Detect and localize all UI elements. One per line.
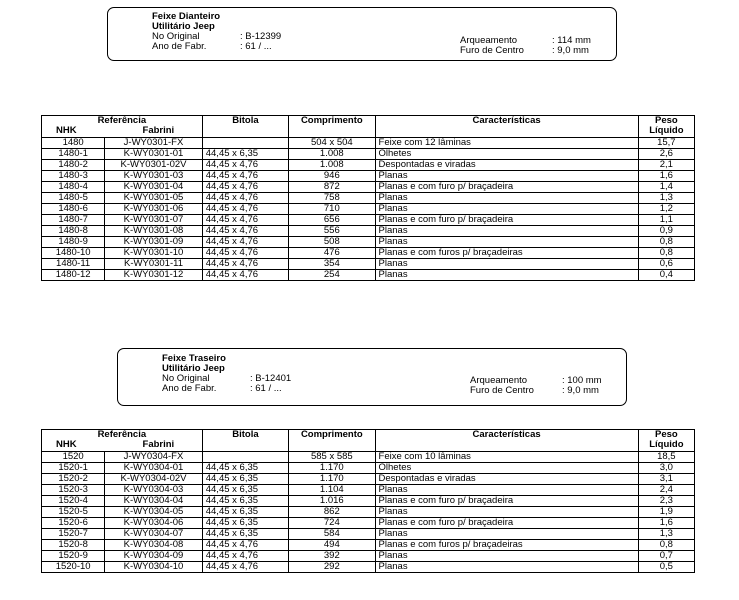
fabrini-cell: K-WY0304-04 (105, 496, 202, 507)
nhk-cell: 1480-8 (42, 226, 105, 237)
caracteristicas-cell: Planas (375, 226, 638, 237)
comprimento-cell: 494 (289, 540, 375, 551)
bitola-cell: 44,45 x 4,76 (202, 551, 288, 562)
comprimento-cell: 292 (289, 562, 375, 573)
table-row (42, 551, 695, 562)
peso-header (638, 430, 694, 452)
table-row (42, 259, 695, 270)
comprimento-cell: 946 (289, 171, 375, 182)
fabrini-cell: K-WY0304-05 (105, 507, 202, 518)
rear-spring-info-card (117, 348, 627, 406)
reference-header (42, 116, 203, 138)
table-row (42, 226, 695, 237)
peso-cell: 2,6 (638, 149, 694, 160)
bitola-cell: 44,45 x 4,76 (202, 562, 288, 573)
nhk-cell: 1480-3 (42, 171, 105, 182)
fabrini-cell: K-WY0301-03 (105, 171, 202, 182)
caracteristicas-cell: Planas (375, 193, 638, 204)
peso-header-line1: Peso (654, 429, 678, 440)
comprimento-cell: 556 (289, 226, 375, 237)
fabrini-cell: K-WY0304-01 (105, 463, 202, 474)
peso-cell: 15,7 (638, 138, 694, 149)
nhk-cell: 1480-12 (42, 270, 105, 281)
caracteristicas-header: Características (375, 430, 638, 452)
nhk-cell: 1520-10 (42, 562, 105, 573)
nhk-cell: 1480-9 (42, 237, 105, 248)
card-subtitle: Utilitário Jeep (162, 363, 225, 374)
table-row (42, 452, 695, 463)
caracteristicas-cell: Planas e com furos p/ braçadeiras (375, 248, 638, 259)
arch-value: : 114 mm (552, 35, 591, 46)
caracteristicas-cell: Feixe com 10 lâminas (375, 452, 638, 463)
fabrini-cell: K-WY0304-07 (105, 529, 202, 540)
front-spring-info-card (107, 7, 617, 61)
caracteristicas-cell: Feixe com 12 lâminas (375, 138, 638, 149)
nhk-cell: 1520-5 (42, 507, 105, 518)
peso-header-line1: Peso (654, 115, 678, 126)
peso-header (638, 116, 694, 138)
comprimento-cell: 354 (289, 259, 375, 270)
peso-cell: 3,1 (638, 474, 694, 485)
bitola-cell: 44,45 x 6,35 (202, 463, 288, 474)
nhk-cell: 1480-10 (42, 248, 105, 259)
peso-cell: 1,1 (638, 215, 694, 226)
comprimento-cell: 862 (289, 507, 375, 518)
peso-cell: 0,8 (638, 237, 694, 248)
table-row (42, 160, 695, 171)
table-row (42, 562, 695, 573)
caracteristicas-cell: Planas (375, 529, 638, 540)
comprimento-cell: 1.170 (289, 474, 375, 485)
caracteristicas-cell: Planas (375, 485, 638, 496)
nhk-cell: 1480-1 (42, 149, 105, 160)
peso-cell: 1,6 (638, 518, 694, 529)
peso-cell: 0,8 (638, 540, 694, 551)
fabrini-cell: K-WY0304-09 (105, 551, 202, 562)
peso-cell: 2,1 (638, 160, 694, 171)
caracteristicas-cell: Planas (375, 171, 638, 182)
card-title: Feixe Traseiro (162, 353, 226, 364)
reference-header (42, 430, 203, 452)
center-hole-label: Furo de Centro (460, 45, 524, 56)
comprimento-cell: 1.008 (289, 160, 375, 171)
nhk-cell: 1480-7 (42, 215, 105, 226)
fabrini-cell: K-WY0301-02V (105, 160, 202, 171)
bitola-cell: 44,45 x 4,76 (202, 259, 288, 270)
nhk-cell: 1480-2 (42, 160, 105, 171)
nhk-cell: 1520-4 (42, 496, 105, 507)
peso-cell: 0,4 (638, 270, 694, 281)
comprimento-cell: 392 (289, 551, 375, 562)
bitola-cell: 44,45 x 4,76 (202, 226, 288, 237)
peso-cell: 1,4 (638, 182, 694, 193)
reference-header-label: Referência (97, 429, 147, 440)
fabrini-header: Fabrini (142, 439, 175, 450)
fabrini-cell: K-WY0301-04 (105, 182, 202, 193)
comprimento-cell: 504 x 504 (289, 138, 375, 149)
nhk-cell: 1480-6 (42, 204, 105, 215)
peso-cell: 3,0 (638, 463, 694, 474)
bitola-cell: 44,45 x 6,35 (202, 485, 288, 496)
caracteristicas-cell: Planas e com furo p/ braçadeira (375, 215, 638, 226)
fabrini-cell: K-WY0304-03 (105, 485, 202, 496)
fabrini-cell: K-WY0301-09 (105, 237, 202, 248)
table-row (42, 270, 695, 281)
nhk-cell: 1480-5 (42, 193, 105, 204)
bitola-cell: 44,45 x 4,76 (202, 215, 288, 226)
peso-header-line2: Líquido (649, 125, 684, 136)
center-hole-value: : 9,0 mm (552, 45, 589, 56)
table-row (42, 540, 695, 551)
bitola-cell: 44,45 x 4,76 (202, 204, 288, 215)
comprimento-cell: 1.104 (289, 485, 375, 496)
caracteristicas-header: Características (375, 116, 638, 138)
manufacture-year-value: : 61 / ... (250, 383, 282, 394)
nhk-cell: 1520-7 (42, 529, 105, 540)
comprimento-cell: 872 (289, 182, 375, 193)
table-row (42, 248, 695, 259)
fabrini-cell: K-WY0301-07 (105, 215, 202, 226)
nhk-cell: 1520-2 (42, 474, 105, 485)
table-row (42, 182, 695, 193)
center-hole-label: Furo de Centro (470, 385, 534, 396)
caracteristicas-cell: Olhetes (375, 149, 638, 160)
peso-cell: 0,8 (638, 248, 694, 259)
center-hole-value: : 9,0 mm (562, 385, 599, 396)
bitola-cell: 44,45 x 6,35 (202, 518, 288, 529)
original-number-label: No Original (152, 31, 200, 42)
arch-label: Arqueamento (460, 35, 518, 46)
caracteristicas-cell: Planas e com furo p/ braçadeira (375, 518, 638, 529)
comprimento-cell: 476 (289, 248, 375, 259)
rear-spring-rows (42, 452, 695, 573)
nhk-cell: 1520-3 (42, 485, 105, 496)
table-row (42, 171, 695, 182)
table-row (42, 215, 695, 226)
peso-cell: 1,2 (638, 204, 694, 215)
peso-cell: 0,5 (638, 562, 694, 573)
caracteristicas-cell: Planas (375, 551, 638, 562)
peso-cell: 18,5 (638, 452, 694, 463)
fabrini-cell: K-WY0301-06 (105, 204, 202, 215)
fabrini-cell: J-WY0301-FX (105, 138, 202, 149)
caracteristicas-cell: Despontadas e viradas (375, 160, 638, 171)
table-row (42, 138, 695, 149)
bitola-cell: 44,45 x 4,76 (202, 248, 288, 259)
caracteristicas-cell: Planas (375, 507, 638, 518)
peso-cell: 2,4 (638, 485, 694, 496)
table-row (42, 204, 695, 215)
comprimento-cell: 1.170 (289, 463, 375, 474)
bitola-cell: 44,45 x 4,76 (202, 171, 288, 182)
table-row (42, 507, 695, 518)
front-spring-rows (42, 138, 695, 281)
nhk-header: NHK (56, 439, 77, 450)
fabrini-cell: K-WY0301-11 (105, 259, 202, 270)
bitola-cell: 44,45 x 4,76 (202, 182, 288, 193)
table-row (42, 529, 695, 540)
bitola-cell (202, 138, 288, 149)
fabrini-cell: K-WY0304-02V (105, 474, 202, 485)
fabrini-header: Fabrini (142, 125, 175, 136)
comprimento-cell: 584 (289, 529, 375, 540)
original-number-label: No Original (162, 373, 210, 384)
bitola-cell: 44,45 x 4,76 (202, 540, 288, 551)
peso-cell: 1,6 (638, 171, 694, 182)
comprimento-cell: 1.008 (289, 149, 375, 160)
bitola-header: Bitola (202, 430, 288, 452)
bitola-cell: 44,45 x 6,35 (202, 474, 288, 485)
table-row (42, 149, 695, 160)
manufacture-year-label: Ano de Fabr. (152, 41, 207, 52)
peso-cell: 2,3 (638, 496, 694, 507)
comprimento-cell: 508 (289, 237, 375, 248)
nhk-cell: 1520-1 (42, 463, 105, 474)
table-row (42, 463, 695, 474)
peso-cell: 1,3 (638, 529, 694, 540)
fabrini-cell: K-WY0304-06 (105, 518, 202, 529)
table-row (42, 193, 695, 204)
nhk-cell: 1520 (42, 452, 105, 463)
caracteristicas-cell: Planas (375, 259, 638, 270)
fabrini-cell: K-WY0301-10 (105, 248, 202, 259)
caracteristicas-cell: Planas (375, 270, 638, 281)
bitola-cell: 44,45 x 6,35 (202, 529, 288, 540)
bitola-cell: 44,45 x 6,35 (202, 496, 288, 507)
original-number-value: : B-12399 (240, 31, 282, 42)
manufacture-year-label: Ano de Fabr. (162, 383, 217, 394)
comprimento-cell: 254 (289, 270, 375, 281)
comprimento-cell: 1.016 (289, 496, 375, 507)
peso-header-line2: Líquido (649, 439, 684, 450)
bitola-header: Bitola (202, 116, 288, 138)
fabrini-cell: K-WY0301-01 (105, 149, 202, 160)
bitola-cell: 44,45 x 4,76 (202, 237, 288, 248)
fabrini-cell: J-WY0304-FX (105, 452, 202, 463)
peso-cell: 1,3 (638, 193, 694, 204)
bitola-cell: 44,45 x 4,76 (202, 160, 288, 171)
comprimento-cell: 710 (289, 204, 375, 215)
bitola-cell: 44,45 x 6,35 (202, 507, 288, 518)
bitola-cell: 44,45 x 6,35 (202, 149, 288, 160)
arch-label: Arqueamento (470, 375, 528, 386)
table-row (42, 518, 695, 529)
nhk-cell: 1480-11 (42, 259, 105, 270)
caracteristicas-cell: Planas (375, 237, 638, 248)
caracteristicas-cell: Planas e com furos p/ braçadeiras (375, 540, 638, 551)
nhk-cell: 1480 (42, 138, 105, 149)
nhk-cell: 1480-4 (42, 182, 105, 193)
comprimento-cell: 585 x 585 (289, 452, 375, 463)
bitola-cell: 44,45 x 4,76 (202, 270, 288, 281)
nhk-cell: 1520-8 (42, 540, 105, 551)
fabrini-cell: K-WY0304-08 (105, 540, 202, 551)
comprimento-cell: 656 (289, 215, 375, 226)
manufacture-year-value: : 61 / ... (240, 41, 272, 52)
nhk-header: NHK (56, 125, 77, 136)
card-title: Feixe Dianteiro (152, 11, 221, 22)
caracteristicas-cell: Olhetes (375, 463, 638, 474)
table-row (42, 485, 695, 496)
caracteristicas-cell: Planas (375, 204, 638, 215)
caracteristicas-cell: Planas e com furo p/ braçadeira (375, 182, 638, 193)
nhk-cell: 1520-9 (42, 551, 105, 562)
peso-cell: 0,7 (638, 551, 694, 562)
caracteristicas-cell: Despontadas e viradas (375, 474, 638, 485)
caracteristicas-cell: Planas (375, 562, 638, 573)
front-spring-table (41, 115, 695, 281)
reference-header-label: Referência (97, 115, 147, 126)
comprimento-header: Comprimento (289, 116, 375, 138)
table-row (42, 237, 695, 248)
peso-cell: 1,9 (638, 507, 694, 518)
fabrini-cell: K-WY0301-08 (105, 226, 202, 237)
table-row (42, 474, 695, 485)
original-number-value: : B-12401 (250, 373, 292, 384)
table-row (42, 496, 695, 507)
fabrini-cell: K-WY0301-12 (105, 270, 202, 281)
bitola-cell (202, 452, 288, 463)
comprimento-cell: 758 (289, 193, 375, 204)
card-subtitle: Utilitário Jeep (152, 21, 215, 32)
peso-cell: 0,6 (638, 259, 694, 270)
fabrini-cell: K-WY0304-10 (105, 562, 202, 573)
nhk-cell: 1520-6 (42, 518, 105, 529)
bitola-cell: 44,45 x 4,76 (202, 193, 288, 204)
comprimento-header: Comprimento (289, 430, 375, 452)
caracteristicas-cell: Planas e com furo p/ braçadeira (375, 496, 638, 507)
fabrini-cell: K-WY0301-05 (105, 193, 202, 204)
rear-spring-table (41, 429, 695, 573)
arch-value: : 100 mm (562, 375, 602, 386)
comprimento-cell: 724 (289, 518, 375, 529)
peso-cell: 0,9 (638, 226, 694, 237)
